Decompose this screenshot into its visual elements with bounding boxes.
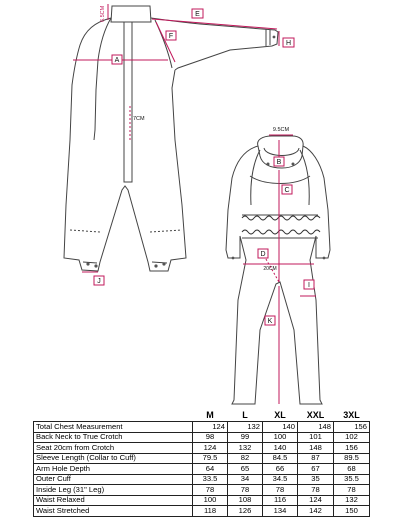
cell-value: 116 [263, 495, 298, 506]
back-hood-inner [264, 148, 299, 156]
row-label: Seat 20cm from Crotch [34, 443, 193, 454]
back-view-coverall [226, 136, 330, 404]
cell-value: 156 [334, 443, 370, 454]
front-knee-seam-right [150, 230, 182, 232]
table-row [34, 443, 370, 454]
front-collar [111, 6, 151, 22]
size-header-xxl: XXL [306, 409, 325, 420]
cell-value: 84.5 [263, 453, 298, 464]
row-label: Waist Relaxed [34, 495, 193, 506]
table-row [34, 432, 370, 443]
callout-c-label: C [284, 187, 290, 194]
cell-value: 148 [298, 443, 334, 454]
cell-value: 132 [334, 495, 370, 506]
size-chart-table [33, 409, 370, 517]
cell-value: 67 [298, 464, 334, 475]
cell-value: 65 [228, 464, 263, 475]
cell-value: 78 [263, 485, 298, 496]
callout-f-label: F [168, 33, 174, 40]
callout-i-label: I [308, 282, 310, 289]
cell-value: 68 [334, 464, 370, 475]
cell-value: 79.5 [193, 453, 228, 464]
cell-value: 100 [263, 432, 298, 443]
table-row [34, 485, 370, 496]
cell-value: 108 [228, 495, 263, 506]
size-chart-corner [34, 409, 193, 422]
cell-value: 78 [193, 485, 228, 496]
back-measure-lines [243, 135, 316, 404]
front-knee-seam-left [70, 230, 100, 232]
callout-a-label: A [114, 57, 120, 64]
front-view-coverall [64, 6, 278, 271]
row-label: Arm Hole Depth [34, 464, 193, 475]
cell-value: 124 [298, 495, 334, 506]
table-row [34, 474, 370, 485]
cell-value: 132 [228, 443, 263, 454]
row-label: Sleeve Length (Collar to Cuff) [34, 453, 193, 464]
zip-dimension-text: 7CM [133, 116, 145, 122]
measure-line-e [152, 19, 277, 29]
cell-value: 66 [263, 464, 298, 475]
cell-value: 100 [193, 495, 228, 506]
cell-value: 126 [228, 506, 263, 517]
row-label: Outer Cuff [34, 474, 193, 485]
back-yoke [250, 176, 310, 184]
cell-value: 132 [228, 422, 263, 433]
cell-value: 140 [263, 422, 298, 433]
cell-value: 82 [228, 453, 263, 464]
callout-e-label: E [195, 11, 200, 18]
front-body-outline [64, 18, 186, 271]
cell-value: 101 [298, 432, 334, 443]
cell-value: 118 [193, 506, 228, 517]
cell-value: 124 [193, 422, 228, 433]
row-label: Total Chest Measurement [34, 422, 193, 433]
measure-line-f [156, 22, 175, 62]
row-label: Back Neck to True Crotch [34, 432, 193, 443]
cell-value: 148 [298, 422, 334, 433]
hood-dimension-text: 9.5CM [272, 127, 290, 133]
callout-b-label: B [276, 159, 282, 166]
cell-value: 156 [334, 422, 370, 433]
cell-value: 78 [228, 485, 263, 496]
cell-value: 64 [193, 464, 228, 475]
cell-value: 87 [298, 453, 334, 464]
table-row [34, 453, 370, 464]
cell-value: 78 [298, 485, 334, 496]
cell-value: 142 [298, 506, 334, 517]
table-row [34, 495, 370, 506]
front-zip-placket [124, 22, 132, 182]
row-label: Inside Leg (31" Leg) [34, 485, 193, 496]
front-sleeve-seam [155, 20, 172, 68]
size-header-l: L [242, 409, 248, 420]
callout-d-label: D [260, 251, 266, 258]
size-header-3xl: 3XL [343, 409, 360, 420]
seat-dimension-text: 20CM [263, 266, 277, 272]
callout-j-label: J [97, 278, 101, 285]
cell-value: 35.5 [334, 474, 370, 485]
cell-value: 35 [298, 474, 334, 485]
cell-value: 134 [263, 506, 298, 517]
cell-value: 124 [193, 443, 228, 454]
cell-value: 98 [193, 432, 228, 443]
callout-k-label: K [267, 318, 273, 325]
front-hem-left [83, 262, 97, 263]
table-row [34, 422, 370, 433]
neck-dimension-text: 6.5CM [100, 5, 106, 22]
cell-value: 140 [263, 443, 298, 454]
cell-value: 99 [228, 432, 263, 443]
back-body-outline [226, 146, 330, 404]
table-row [34, 506, 370, 517]
cell-value: 89.5 [334, 453, 370, 464]
row-label: Waist Stretched [34, 506, 193, 517]
cell-value: 78 [334, 485, 370, 496]
cell-value: 33.5 [193, 474, 228, 485]
callout-h-label: H [285, 40, 292, 47]
cell-value: 34 [228, 474, 263, 485]
size-header-m: M [206, 409, 214, 420]
front-left-sleeve [94, 18, 111, 140]
cell-value: 102 [334, 432, 370, 443]
table-row [34, 464, 370, 475]
size-header-xl: XL [274, 409, 286, 420]
size-chart-header-row [34, 409, 370, 422]
cell-value: 34.5 [263, 474, 298, 485]
cell-value: 150 [334, 506, 370, 517]
front-cuff [266, 29, 270, 46]
front-right-sleeve [151, 18, 278, 70]
back-elastic-shirring [242, 216, 320, 234]
